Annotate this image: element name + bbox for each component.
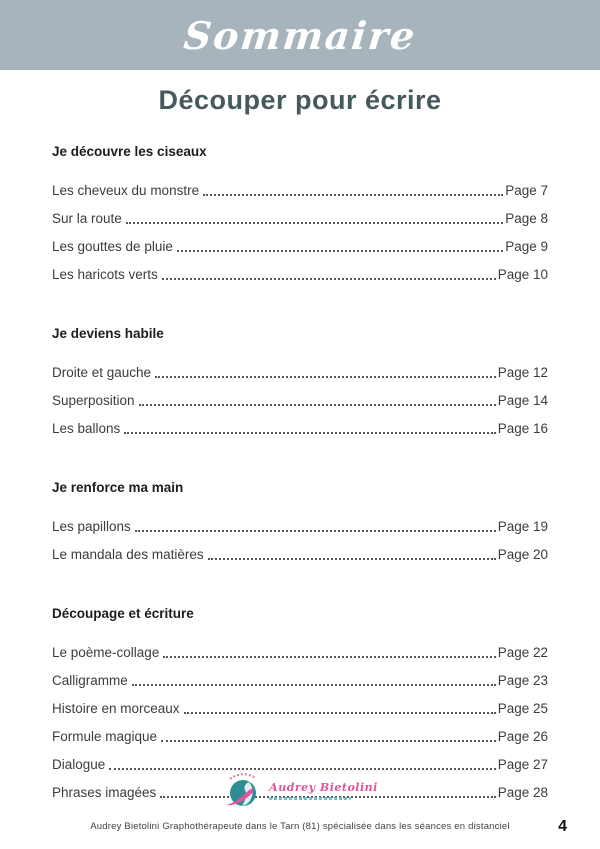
toc-entry-page: Page 20 bbox=[497, 547, 548, 562]
brand-name: Audrey Bietolini bbox=[269, 780, 378, 794]
toc-entry-page: Page 8 bbox=[505, 211, 548, 226]
brand-website-text bbox=[269, 797, 351, 800]
toc-entry-label: Le mandala des matières bbox=[52, 547, 204, 562]
dot-leader bbox=[177, 250, 503, 252]
toc-entry bbox=[52, 689, 548, 717]
toc-entry-label: Superposition bbox=[52, 393, 135, 408]
toc-entry-page: Page 26 bbox=[497, 729, 548, 744]
toc-entry-page: Page 27 bbox=[497, 757, 548, 772]
brand-logo-icon bbox=[222, 769, 262, 811]
toc-section-main bbox=[52, 479, 548, 563]
toc-entry-page: Page 23 bbox=[497, 673, 548, 688]
dot-leader bbox=[163, 656, 495, 658]
toc-entry bbox=[52, 409, 548, 437]
toc-entry bbox=[52, 535, 548, 563]
toc-entry-page: Page 25 bbox=[497, 701, 548, 716]
page-title: Découper pour écrire bbox=[158, 85, 442, 115]
dot-leader bbox=[126, 222, 503, 224]
toc-entry-label: Les haricots verts bbox=[52, 267, 158, 282]
toc-entry-page: Page 9 bbox=[505, 239, 548, 254]
section-title: Je deviens habile bbox=[52, 326, 164, 341]
toc-entry-label: Les papillons bbox=[52, 519, 131, 534]
toc-entry-label: Les ballons bbox=[52, 421, 121, 436]
toc-entry bbox=[52, 661, 548, 689]
page-number: 4 bbox=[558, 818, 567, 835]
toc-entry-label: Les cheveux du monstre bbox=[52, 183, 200, 198]
toc-entry-page: Page 7 bbox=[505, 183, 548, 198]
dot-leader bbox=[184, 712, 496, 714]
dot-leader bbox=[135, 530, 496, 532]
toc-entry-page: Page 28 bbox=[497, 785, 548, 800]
dot-leader bbox=[124, 432, 495, 434]
toc-section-ciseaux bbox=[52, 143, 548, 283]
toc-entry-label: Histoire en morceaux bbox=[52, 701, 180, 716]
toc-entry-label: Les gouttes de pluie bbox=[52, 239, 173, 254]
toc-entry-label: Droite et gauche bbox=[52, 365, 152, 380]
toc-entry bbox=[52, 381, 548, 409]
toc-entry bbox=[52, 633, 548, 661]
toc-entry bbox=[52, 199, 548, 227]
toc-entry-page: Page 22 bbox=[497, 645, 548, 660]
toc-entry bbox=[52, 255, 548, 283]
section-title: Je renforce ma main bbox=[52, 480, 184, 495]
toc-entry-label: Dialogue bbox=[52, 757, 106, 772]
brand-block bbox=[0, 769, 600, 811]
section-title: Découpage et écriture bbox=[52, 606, 194, 621]
brand-text-block bbox=[269, 781, 378, 800]
toc-entry bbox=[52, 507, 548, 535]
toc-entry bbox=[52, 353, 548, 381]
dot-leader bbox=[132, 684, 496, 686]
toc-entry bbox=[52, 171, 548, 199]
dot-leader bbox=[162, 278, 496, 280]
section-title: Je découvre les ciseaux bbox=[52, 144, 207, 159]
dot-leader bbox=[155, 376, 496, 378]
toc-entry-page: Page 12 bbox=[497, 365, 548, 380]
toc-entry-label: Phrases imagées bbox=[52, 785, 157, 800]
toc-entry-label: Le poème-collage bbox=[52, 645, 160, 660]
toc-entry-label: Formule magique bbox=[52, 729, 158, 744]
toc-entry-label: Sur la route bbox=[52, 211, 122, 226]
dot-leader bbox=[139, 404, 496, 406]
toc-entry-page: Page 19 bbox=[497, 519, 548, 534]
toc-section-habile bbox=[52, 325, 548, 437]
footer-text: Audrey Bietolini Graphothérapeute dans le Tarn (81) spécialisée dans les séances en distanciel bbox=[90, 821, 510, 832]
dot-leader bbox=[161, 740, 496, 742]
header-banner bbox=[0, 0, 600, 70]
toc-entry-page: Page 14 bbox=[497, 393, 548, 408]
toc-entry bbox=[52, 717, 548, 745]
dot-leader bbox=[203, 194, 503, 196]
toc-entry-label: Calligramme bbox=[52, 673, 128, 688]
toc-entry-page: Page 10 bbox=[497, 267, 548, 282]
dot-leader bbox=[208, 558, 496, 560]
toc-entry bbox=[52, 227, 548, 255]
table-of-contents bbox=[0, 116, 600, 801]
banner-title: Sommaire bbox=[181, 12, 419, 58]
toc-entry-page: Page 16 bbox=[497, 421, 548, 436]
